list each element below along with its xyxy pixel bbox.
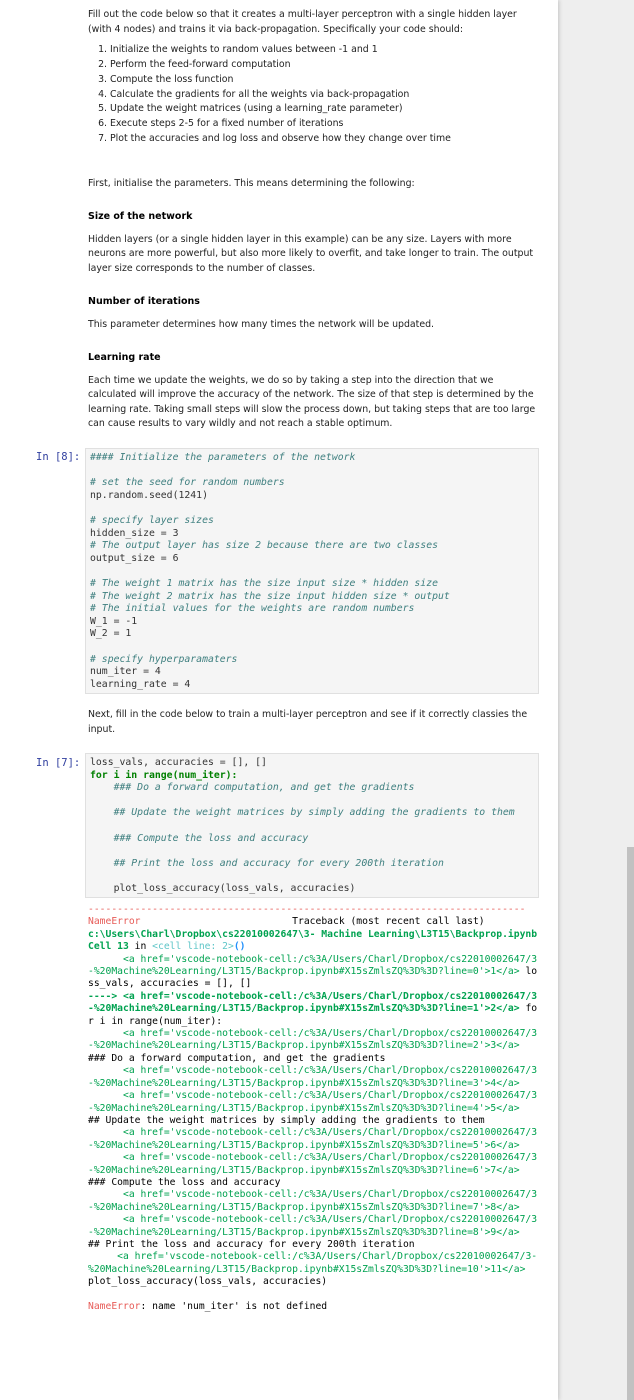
error-output: --------------------------------------------------------------------------- NameError Traceback (most recent call last) c:\Users\Charl\Dropbox\cs22010002647\3- Machine Learning\L3T15\Backprop.ipynb Cell 13 in <cell line: 2>() <a href='vscode-notebook-cell:/c%3A/Users/Charl/Dropbox/cs22010002647/3-%20Machine%20Learning/L3T15/Backprop.ipynb#X15sZmlsZQ%3D%3D?line=0'>1</a> loss_vals, accuracies = [], [] ----> <a href='vscode-notebook-cell:/c%3A/Users/Charl/Dropbox/cs22010002647/3-%20Machine%20Learning/L3T15/Backprop.ipynb#X15sZmlsZQ%3D%3D?line=1'>2</a> for i in range(num_iter): <a href='vscode-notebook-cell:/c%3A/Users/Charl/Dropbox/cs22010002647/3-%20Machine%20Learning/L3T15/Backprop.ipynb#X15sZmlsZQ%3D%3D?line=2'>3</a> ### Do a forward computation, and get the gradients <a href='vscode-notebook-cell:/c%3A/Users/Charl/Dropbox/cs22010002647/3-%20Machine%20Learning/L3T15/Backprop.ipynb#X15sZmlsZQ%3D%3D?line=3'>4</a> <a href='vscode-notebook-cell:/c%3A/Users/Charl/Dropbox/cs22010002647/3-%20Machine%20Learning/L3T15/Backprop.ipynb#X15sZmlsZQ%3D%3D?line=4'>5</a> ## Update the weight matrices by simply adding the gradients to them <a href='vscode-notebook-cell:/c%3A/Users/Charl/Dropbox/cs22010002647/3-%20Machine%20Learning/L3T15/Backprop.ipynb#X15sZmlsZQ%3D%3D?line=5'>6</a> <a href='vscode-notebook-cell:/c%3A/Users/Charl/Dropbox/cs22010002647/3-%20Machine%20Learning/L3T15/Backprop.ipynb#X15sZmlsZQ%3D%3D?line=6'>7</a> ### Compute the loss and accuracy <a href='vscode-notebook-cell:/c%3A/Users/Charl/Dropbox/cs22010002647/3-%20Machine%20Learning/L3T15/Backprop.ipynb#X15sZmlsZQ%3D%3D?line=7'>8</a> <a href='vscode-notebook-cell:/c%3A/Users/Charl/Dropbox/cs22010002647/3-%20Machine%20Learning/L3T15/Backprop.ipynb#X15sZmlsZQ%3D%3D?line=8'>9</a> ## Print the loss and accuracy for every 200th iteration <a href='vscode-notebook-cell:/c%3A/Users/Charl/Dropbox/cs22010002647/3-%20Machine%20Learning/L3T15/Backprop.ipynb#X15sZmlsZQ%3D%3D?line=10'>11</a> plot_loss_accuracy(loss_vals, accuracies) NameError: name 'num_iter' is not defined (88, 904, 555, 1312)
section-iterations (88, 295, 536, 332)
code-line: learning_rate = 4 (90, 678, 191, 690)
code-line: # specify layer sizes (90, 514, 214, 526)
code-block-8 (90, 452, 534, 691)
error-final-name: NameError (88, 1301, 141, 1312)
code-cell-7[interactable] (85, 753, 539, 898)
iterations-text: This parameter determines how many times the network will be updated. (88, 318, 435, 330)
code-line: for i in range(num_iter): (90, 769, 238, 781)
markdown-cell-params (88, 177, 536, 192)
intro-text: Fill out the code below so that it creates a multi-layer perceptron with a single hidden layer (with 4 nodes) and trains it via back-propagation. Specifically your code should: (88, 9, 517, 35)
code-block-7 (90, 757, 534, 896)
traceback-code: for i in range(num_iter): (88, 1003, 538, 1027)
code-line: # The weight 1 matrix has the size input size * hidden size (90, 577, 438, 589)
traceback-code: loss_vals, accuracies = [], [] (88, 966, 538, 990)
traceback-link-current: ----> <a href='vscode-notebook-cell:/c%3A/Users/Charl/Dropbox/cs22010002647/3-%20Machine%20Learning/L3T15/Backprop.ipynb#X15sZmlsZQ%3D%3D?line=1'>2</a> (88, 990, 538, 1015)
error-message: : name 'num_iter' is not defined (140, 1301, 328, 1312)
iterations-heading: Number of iterations (88, 296, 200, 307)
traceback-link: <a href='vscode-notebook-cell:/c%3A/Users/Charl/Dropbox/cs22010002647/3-%20Machine%20Learning/L3T15/Backprop.ipynb#X15sZmlsZQ%3D%3D?line=3'>4</a> (88, 1065, 538, 1089)
error-dashes: --------------------------------------------------------------------------- (88, 904, 526, 915)
network-size-text: Hidden layers (or a single hidden layer in this example) can be any size. Layers with more neurons are more powerful, but also more likely to overfit, and take longer to train. The output layer size corresponds to the number of classes. (88, 233, 534, 274)
error-name: NameError (88, 916, 141, 928)
cell-prompt-8: In [8]: (36, 451, 81, 463)
markdown-cell-instructions (88, 8, 536, 147)
params-intro-text: First, initialise the parameters. This means determining the following: (88, 178, 415, 189)
code-line: ### Compute the loss and accuracy (90, 832, 309, 844)
list-item: 4. Calculate the gradients for all the weights via back-propagation (110, 88, 536, 103)
cell-line-ref: <cell line: 2> (152, 941, 234, 953)
code-line: W_1 = -1 (90, 615, 138, 627)
code-line: # set the seed for random numbers (90, 477, 285, 489)
traceback-link: <a href='vscode-notebook-cell:/c%3A/Users/Charl/Dropbox/cs22010002647/3-%20Machine%20Learning/L3T15/Backprop.ipynb#X15sZmlsZQ%3D%3D?line=10'>11</a> (88, 1251, 538, 1275)
section-learning-rate (88, 351, 536, 432)
code-line: plot_loss_accuracy(loss_vals, accuracies) (90, 882, 356, 894)
steps-list (88, 43, 536, 147)
network-size-heading: Size of the network (88, 211, 193, 222)
code-line: hidden_size = 3 (90, 527, 179, 539)
code-line: ## Print the loss and accuracy for every 200th iteration (90, 857, 444, 869)
traceback-link: <a href='vscode-notebook-cell:/c%3A/Users/Charl/Dropbox/cs22010002647/3-%20Machine%20Learning/L3T15/Backprop.ipynb#X15sZmlsZQ%3D%3D?line=2'>3</a> (88, 1028, 538, 1052)
cell-prompt-7: In [7]: (36, 757, 81, 769)
code-line: # specify hyperparamaters (90, 653, 238, 665)
code-line: num_iter = 4 (90, 666, 161, 678)
scrollbar-thumb[interactable] (627, 847, 634, 1400)
code-line: # The initial values for the weights are random numbers (90, 603, 415, 615)
traceback-link: <a href='vscode-notebook-cell:/c%3A/Users/Charl/Dropbox/cs22010002647/3-%20Machine%20Learning/L3T15/Backprop.ipynb#X15sZmlsZQ%3D%3D?line=8'>9</a> (88, 1214, 538, 1238)
code-line: ### Do a forward computation, and get the gradients (90, 782, 415, 794)
list-item: 7. Plot the accuracies and log loss and observe how they change over time (110, 132, 536, 147)
code-line: loss_vals, accuracies = [], [] (90, 757, 267, 768)
list-item: 6. Execute steps 2-5 for a fixed number of iterations (110, 117, 536, 132)
code-cell-8[interactable] (85, 448, 539, 694)
code-line: #### Initialize the parameters of the network (90, 452, 356, 463)
code-line: ## Update the weight matrices by simply adding the gradients to them (90, 807, 515, 819)
traceback-link: <a href='vscode-notebook-cell:/c%3A/Users/Charl/Dropbox/cs22010002647/3-%20Machine%20Learning/L3T15/Backprop.ipynb#X15sZmlsZQ%3D%3D?line=7'>8</a> (88, 1189, 538, 1213)
list-item: 1. Initialize the weights to random values between -1 and 1 (110, 43, 536, 58)
code-line: output_size = 6 (90, 552, 179, 564)
train-intro-text: Next, fill in the code below to train a multi-layer perceptron and see if it correctly classies the input. (88, 709, 528, 735)
traceback-code: ### Compute the loss and accuracy (88, 1164, 549, 1188)
code-line: # The output layer has size 2 because there are two classes (90, 540, 438, 552)
traceback-link: <a href='vscode-notebook-cell:/c%3A/Users/Charl/Dropbox/cs22010002647/3-%20Machine%20Learning/L3T15/Backprop.ipynb#X15sZmlsZQ%3D%3D?line=0'>1</a> (88, 953, 538, 978)
code-line: W_2 = 1 (90, 628, 132, 640)
learning-rate-heading: Learning rate (88, 352, 161, 363)
list-item: 3. Compute the loss function (110, 73, 536, 88)
traceback-code: ### Do a forward computation, and get the gradients (88, 1040, 549, 1064)
traceback-code: ## Update the weight matrices by simply adding the gradients to them (88, 1102, 549, 1126)
error-file-path: c:\Users\Charl\Dropbox\cs22010002647\3- Machine Learning\L3T15\Backprop.ipynb Cell 13 (88, 928, 543, 953)
traceback-link: <a href='vscode-notebook-cell:/c%3A/Users/Charl/Dropbox/cs22010002647/3-%20Machine%20Learning/L3T15/Backprop.ipynb#X15sZmlsZQ%3D%3D?line=4'>5</a> (88, 1090, 538, 1114)
markdown-cell-train (88, 708, 536, 737)
traceback-link: <a href='vscode-notebook-cell:/c%3A/Users/Charl/Dropbox/cs22010002647/3-%20Machine%20Learning/L3T15/Backprop.ipynb#X15sZmlsZQ%3D%3D?line=5'>6</a> (88, 1127, 538, 1151)
traceback-link: <a href='vscode-notebook-cell:/c%3A/Users/Charl/Dropbox/cs22010002647/3-%20Machine%20Learning/L3T15/Backprop.ipynb#X15sZmlsZQ%3D%3D?line=6'>7</a> (88, 1152, 538, 1176)
list-item: 5. Update the weight matrices (using a learning_rate parameter) (110, 102, 536, 117)
traceback-code: ## Print the loss and accuracy for every 200th iteration (88, 1226, 549, 1250)
traceback-code: plot_loss_accuracy(loss_vals, accuracies) (88, 1263, 555, 1288)
code-line: np.random.seed(1241) (90, 489, 208, 501)
learning-rate-text: Each time we update the weights, we do so by taking a step into the direction that we calculated will improve the accuracy of the network. The size of that step is determined by the learning rate. Taking small steps will slow the process down, but taking steps that are too large can cause results to vary wildly and not reach a stable optimum. (88, 374, 536, 430)
section-network-size (88, 210, 536, 276)
list-item: 2. Perform the feed-forward computation (110, 58, 536, 73)
code-line: # The weight 2 matrix has the size input hidden size * output (90, 590, 450, 602)
traceback-header: Traceback (most recent call last) (292, 916, 485, 928)
